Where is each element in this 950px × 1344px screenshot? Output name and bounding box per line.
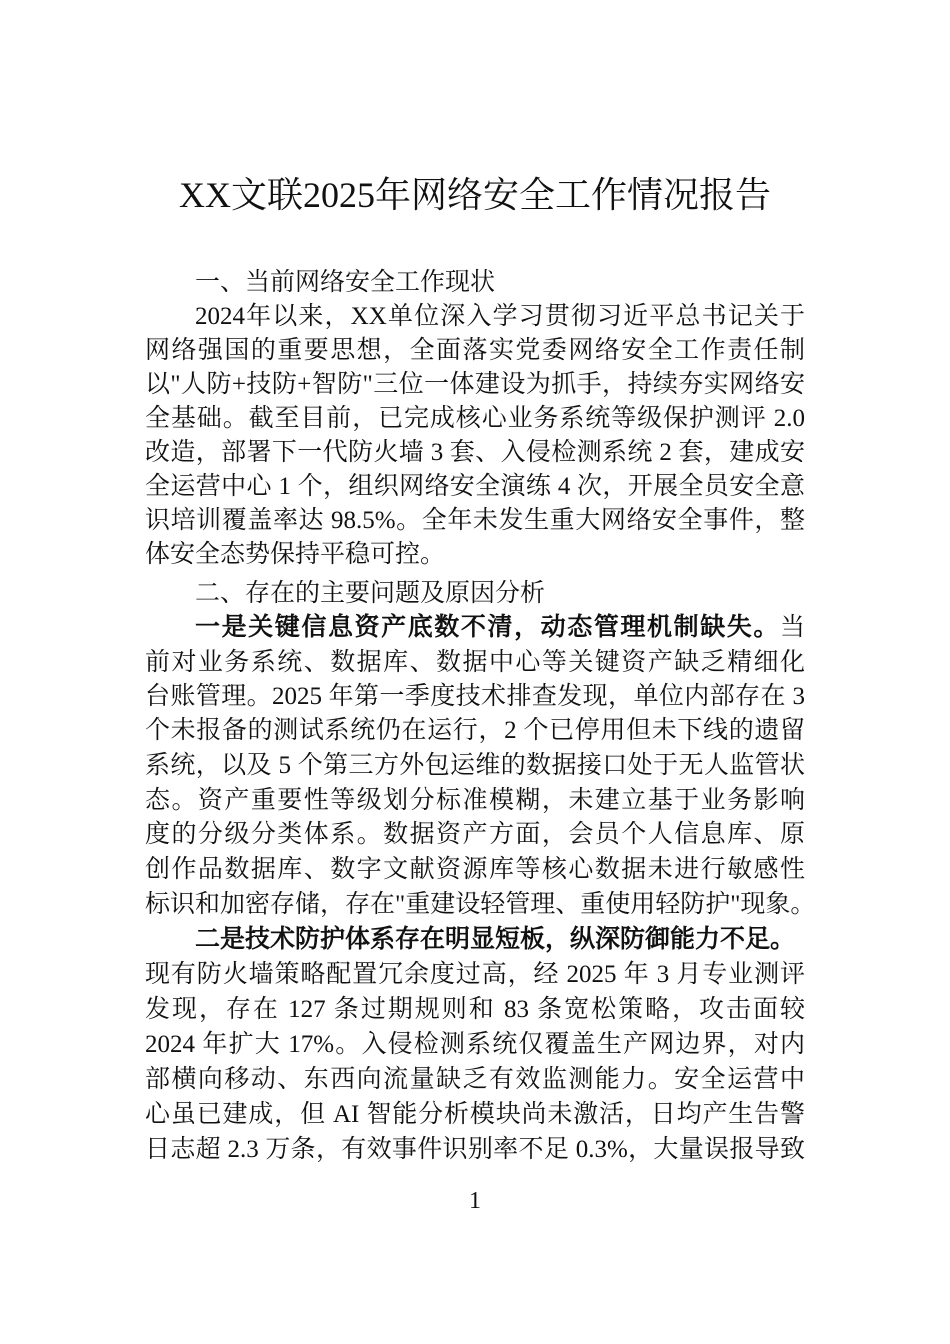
line-text: 台账管理。2025 年第一季度技术排查发现，单位内部存在 3 [145, 683, 805, 710]
paragraph-line [145, 646, 805, 680]
paragraph-line [145, 1133, 805, 1167]
line-text: 部横向移动、东西向流量缺乏有效监测能力。安全运营中 [145, 1066, 805, 1093]
paragraph-line [145, 888, 816, 922]
line-text: 前对业务系统、数据库、数据中心等关键资产缺乏精细化 [145, 649, 805, 676]
line-text: 网络强国的重要思想，全面落实党委网络安全工作责任制 [145, 337, 805, 364]
paragraph-line [145, 958, 805, 992]
paragraph-line [145, 853, 805, 887]
line-text: 全基础。截至目前，已完成核心业务系统等级保护测评 2.0 [145, 405, 805, 432]
line-text: 一、当前网络安全工作现状 [195, 269, 496, 296]
line-text: 当 [779, 614, 805, 641]
section-heading [195, 577, 805, 611]
section-heading [195, 266, 805, 300]
line-text: 以"人防+技防+智防"三位一体建设为抓手，持续夯实网络安 [145, 371, 805, 398]
page-number: 1 [469, 1188, 481, 1214]
line-text: 二、存在的主要问题及原因分析 [195, 580, 546, 607]
line-text: 个未报备的测试系统仍在运行，2 个已停用但未下线的遗留 [145, 717, 805, 744]
document-title: XX文联2025年网络安全工作情况报告 [179, 175, 771, 215]
paragraph-line [145, 1028, 805, 1062]
line-text: 2024年以来，XX单位深入学习贯彻习近平总书记关于 [195, 303, 805, 330]
paragraph-line [145, 1063, 805, 1097]
line-text: 改造，部署下一代防火墙 3 套、入侵检测系统 2 套，建成安 [145, 439, 805, 466]
paragraph-line [145, 714, 805, 748]
paragraph-line [195, 923, 805, 957]
paragraph-line [145, 784, 805, 818]
paragraph-line [145, 334, 805, 368]
paragraph-line [145, 1098, 805, 1132]
paragraph-line [145, 402, 805, 436]
line-text: 标识和加密存储，存在"重建设轻管理、重使用轻防护"现象。 [145, 891, 816, 918]
line-text: 发现，存在 127 条过期规则和 83 条宽松策略，攻击面较 [145, 996, 805, 1023]
line-text: 2024 年扩大 17%。入侵检测系统仅覆盖生产网边界，对内 [145, 1031, 805, 1058]
paragraph-line [145, 470, 805, 504]
paragraph-line [145, 818, 805, 852]
bold-lead-sentence: 一是关键信息资产底数不清，动态管理机制缺失。 [195, 614, 780, 641]
line-text: 识培训覆盖率达 98.5%。全年未发生重大网络安全事件，整 [145, 507, 805, 534]
paragraph-line [145, 538, 805, 572]
paragraph-line [145, 504, 805, 538]
paragraph-line [145, 749, 805, 783]
line-text: 体安全态势保持平稳可控。 [145, 541, 446, 568]
paragraph-line [195, 611, 805, 645]
line-text: 日志超 2.3 万条，有效事件识别率不足 0.3%，大量误报导致 [145, 1136, 805, 1163]
paragraph-line [145, 368, 805, 402]
line-text: 现有防火墙策略配置冗余度过高，经 2025 年 3 月专业测评 [145, 961, 805, 988]
paragraph-line [145, 680, 805, 714]
line-text: 全运营中心 1 个，组织网络安全演练 4 次，开展全员安全意 [145, 473, 805, 500]
bold-lead-sentence: 二是技术防护体系存在明显短板，纵深防御能力不足。 [195, 926, 796, 953]
line-text: 度的分级分类体系。数据资产方面，会员个人信息库、原 [145, 821, 805, 848]
line-text: 创作品数据库、数字文献资源库等核心数据未进行敏感性 [145, 856, 805, 883]
paragraph-line [145, 436, 805, 470]
line-text: 系统，以及 5 个第三方外包运维的数据接口处于无人监管状 [145, 752, 805, 779]
paragraph-line [195, 300, 805, 334]
line-text: 态。资产重要性等级划分标准模糊，未建立基于业务影响 [145, 787, 805, 814]
line-text: 心虽已建成，但 AI 智能分析模块尚未激活，日均产生告警 [145, 1101, 805, 1128]
paragraph-line [145, 993, 805, 1027]
